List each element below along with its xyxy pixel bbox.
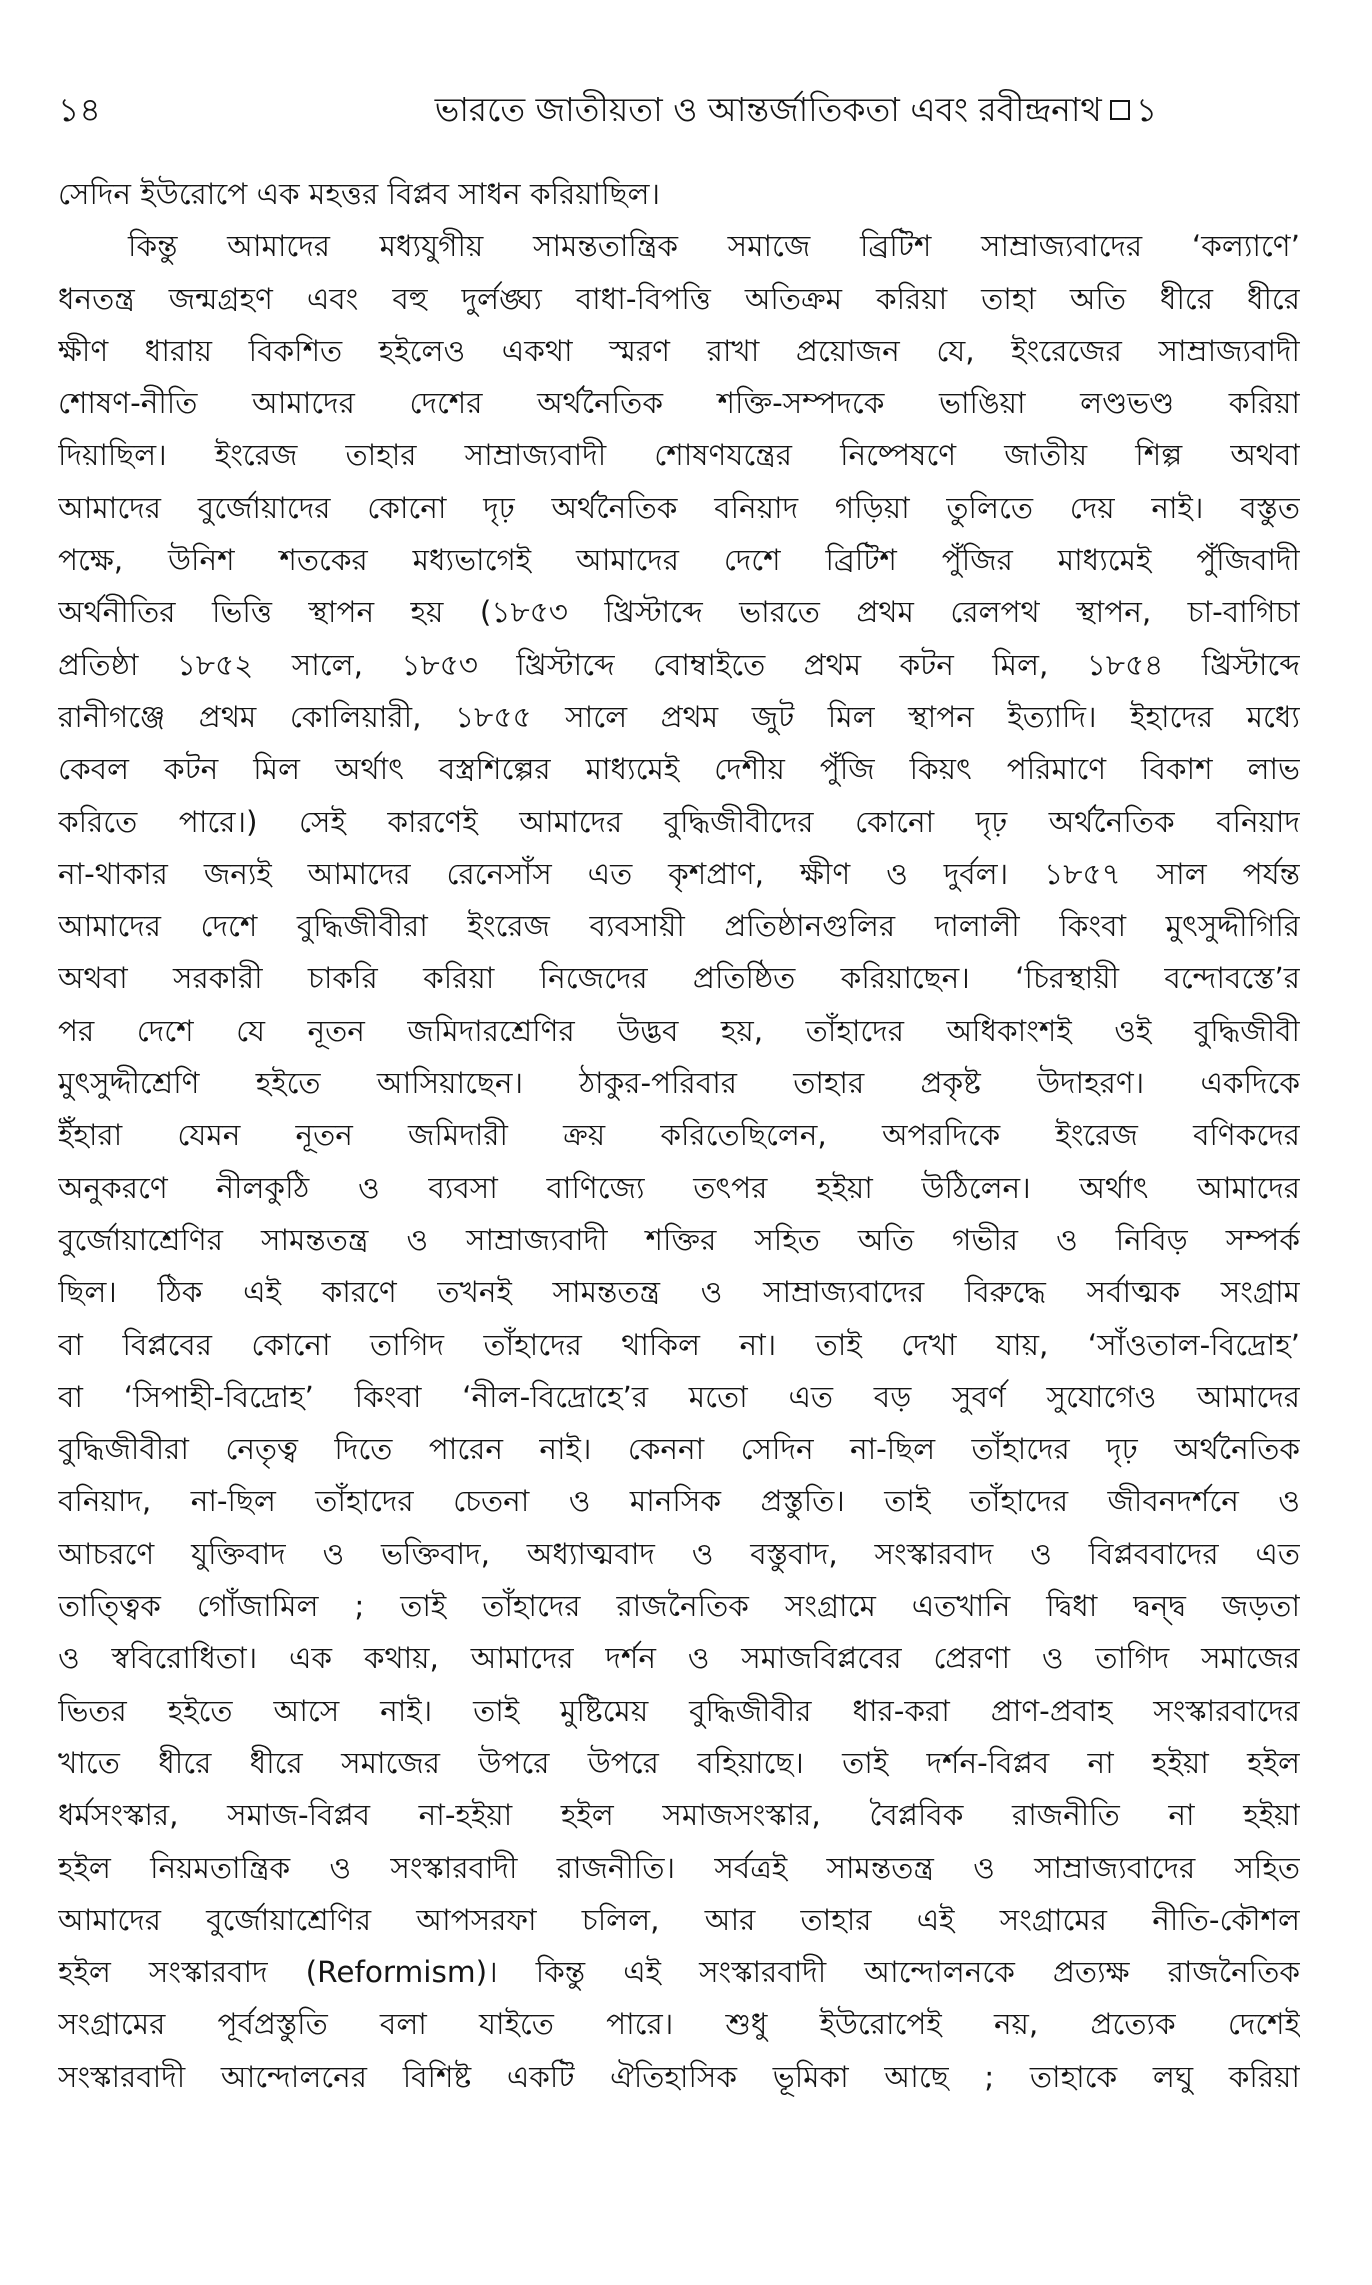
text-line: বুর্জোয়াশ্রেণির সামন্ততন্ত্র ও সাম্রাজ্যবাদী শক্তির সহিত অতি গভীর ও নিবিড় সম্পর্ক: [58, 1222, 1300, 1257]
text-line: আমাদের দেশে বুদ্ধিজীবীরা ইংরেজ ব্যবসায়ী প্রতিষ্ঠানগুলির দালালী কিংবা মুৎসুদ্দীগিরি: [58, 909, 1300, 944]
text-line: বা ‘সিপাহী-বিদ্রোহ’ কিংবা ‘নীল-বিদ্রোহে’র মতো এত বড় সুবর্ণ সুযোগেও আমাদের: [58, 1379, 1300, 1414]
text-line: রানীগঞ্জে প্রথম কোলিয়ারী, ১৮৫৫ সালে প্রথম জুট মিল স্থাপন ইত্যাদি। ইহাদের মধ্যে: [58, 699, 1300, 734]
square-bullet-icon: [1110, 100, 1130, 120]
text-line: আচরণে যুক্তিবাদ ও ভক্তিবাদ, অধ্যাত্মবাদ ও বস্তুবাদ, সংস্কারবাদ ও বিপ্লববাদের এত: [58, 1536, 1300, 1571]
running-title: [278, 80, 1314, 140]
text-line: ভিতর হইতে আসে নাই। তাই মুষ্টিমেয় বুদ্ধিজীবীর ধার-করা প্রাণ-প্রবাহ সংস্কারবাদের: [58, 1693, 1300, 1728]
text-line: ধর্মসংস্কার, সমাজ-বিপ্লব না-হইয়া হইল সমাজসংস্কার, বৈপ্লবিক রাজনীতি না হইয়া: [58, 1798, 1300, 1833]
text-line: সেদিন ইউরোপে এক মহত্তর বিপ্লব সাধন করিয়াছিল।: [58, 177, 661, 211]
text-line: আমাদের বুর্জোয়াদের কোনো দৃঢ় অর্থনৈতিক বনিয়াদ গড়িয়া তুলিতে দেয় নাই। বস্তুত: [58, 490, 1300, 525]
text-line: হইল সংস্কারবাদ (Reformism)। কিন্তু এই সংস্কারবাদী আন্দোলনকে প্রত্যক্ষ রাজনৈতিক: [58, 1955, 1300, 1990]
page-number: ১৪: [58, 90, 101, 129]
page-header: [58, 80, 1314, 140]
text-line: বনিয়াদ, না-ছিল তাঁহাদের চেতনা ও মানসিক প্রস্তুতি। তাই তাঁহাদের জীবনদর্শনে ও: [58, 1484, 1300, 1519]
text-line: ছিল। ঠিক এই কারণে তখনই সামন্ততন্ত্র ও সাম্রাজ্যবাদের বিরুদ্ধে সর্বাত্মক সংগ্রাম: [58, 1275, 1300, 1310]
text-line: বা বিপ্লবের কোনো তাগিদ তাঁহাদের থাকিল না। তাই দেখা যায়, ‘সাঁওতাল-বিদ্রোহ’: [58, 1327, 1300, 1362]
text-line: পক্ষে, উনিশ শতকের মধ্যভাগেই আমাদের দেশে ব্রিটিশ পুঁজির মাধ্যমেই পুঁজিবাদী: [58, 543, 1300, 578]
text-line: সংস্কারবাদী আন্দোলনের বিশিষ্ট একটি ঐতিহাসিক ভূমিকা আছে ; তাহাকে লঘু করিয়া: [58, 2059, 1300, 2094]
body-text: [58, 168, 1300, 2103]
text-line: কেবল কটন মিল অর্থাৎ বস্ত্রশিল্পের মাধ্যমেই দেশীয় পুঁজি কিয়ৎ পরিমাণে বিকাশ লাভ: [58, 752, 1300, 787]
text-line: প্রতিষ্ঠা ১৮৫২ সালে, ১৮৫৩ খ্রিস্টাব্দে বোম্বাইতে প্রথম কটন মিল, ১৮৫৪ খ্রিস্টাব্দে: [58, 647, 1300, 682]
text-line: অর্থনীতির ভিত্তি স্থাপন হয় (১৮৫৩ খ্রিস্টাব্দে ভারতে প্রথম রেলপথ স্থাপন, চা-বাগিচা: [58, 595, 1300, 630]
text-line: হইল নিয়মতান্ত্রিক ও সংস্কারবাদী রাজনীতি। সর্বত্রই সামন্ততন্ত্র ও সাম্রাজ্যবাদের সহিত: [58, 1850, 1300, 1885]
text-line: ইঁহারা যেমন নূতন জমিদারী ক্রয় করিতেছিলেন, অপরদিকে ইংরেজ বণিকদের: [58, 1118, 1300, 1153]
text-line: শোষণ-নীতি আমাদের দেশের অর্থনৈতিক শক্তি-সম্পদকে ভাঙিয়া লণ্ডভণ্ড করিয়া: [58, 386, 1300, 421]
text-line: মুৎসুদ্দীশ্রেণি হইতে আসিয়াছেন। ঠাকুর-পরিবার তাহার প্রকৃষ্ট উদাহরণ। একদিকে: [58, 1066, 1300, 1101]
text-line: ক্ষীণ ধারায় বিকশিত হইলেও একথা স্মরণ রাখা প্রয়োজন যে, ইংরেজের সাম্রাজ্যবাদী: [58, 333, 1300, 368]
text-line: খাতে ধীরে ধীরে সমাজের উপরে উপরে বহিয়াছে। তাই দর্শন-বিপ্লব না হইয়া হইল: [58, 1745, 1300, 1780]
text-line: তাত্ত্বিক গোঁজামিল ; তাই তাঁহাদের রাজনৈতিক সংগ্রামে এতখানি দ্বিধা দ্বন্দ্ব জড়তা: [58, 1589, 1300, 1624]
text-line: আমাদের বুর্জোয়াশ্রেণির আপসরফা চলিল, আর তাহার এই সংগ্রামের নীতি-কৌশল: [58, 1902, 1300, 1937]
text-line: বুদ্ধিজীবীরা নেতৃত্ব দিতে পারেন নাই। কেননা সেদিন না-ছিল তাঁহাদের দৃঢ় অর্থনৈতিক: [58, 1432, 1300, 1467]
text-line: সংগ্রামের পূর্বপ্রস্তুতি বলা যাইতে পারে। শুধু ইউরোপেই নয়, প্রত্যেক দেশেই: [58, 2007, 1300, 2042]
text-line: পর দেশে যে নূতন জমিদারশ্রেণির উদ্ভব হয়, তাঁহাদের অধিকাংশই ওই বুদ্ধিজীবী: [58, 1013, 1300, 1048]
text-line: ধনতন্ত্র জন্মগ্রহণ এবং বহু দুর্লঙ্ঘ্য বাধা-বিপত্তি অতিক্রম করিয়া তাহা অতি ধীরে ধীরে: [58, 281, 1300, 316]
text-line: কিন্তু আমাদের মধ্যযুগীয় সামন্ততান্ত্রিক সমাজে ব্রিটিশ সাম্রাজ্যবাদের ‘কল্যাণে’: [128, 229, 1300, 264]
text-line: দিয়াছিল। ইংরেজ তাহার সাম্রাজ্যবাদী শোষণযন্ত্রের নিষ্পেষণে জাতীয় শিল্প অথবা: [58, 438, 1300, 473]
volume-number: ১: [1135, 90, 1158, 129]
running-title-text: ভারতে জাতীয়তা ও আন্তর্জাতিকতা এবং রবীন্দ্রনাথ: [434, 90, 1102, 129]
text-line: না-থাকার জন্যই আমাদের রেনেসাঁস এত কৃশপ্রাণ, ক্ষীণ ও দুর্বল। ১৮৫৭ সাল পর্যন্ত: [58, 856, 1300, 891]
text-line: ও স্ববিরোধিতা। এক কথায়, আমাদের দর্শন ও সমাজবিপ্লবের প্রেরণা ও তাগিদ সমাজের: [58, 1641, 1300, 1676]
text-line: অনুকরণে নীলকুঠি ও ব্যবসা বাণিজ্যে তৎপর হইয়া উঠিলেন। অর্থাৎ আমাদের: [58, 1170, 1300, 1205]
text-line: অথবা সরকারী চাকরি করিয়া নিজেদের প্রতিষ্ঠিত করিয়াছেন। ‘চিরস্থায়ী বন্দোবস্তে’র: [58, 961, 1300, 996]
text-line: করিতে পারে।) সেই কারণেই আমাদের বুদ্ধিজীবীদের কোনো দৃঢ় অর্থনৈতিক বনিয়াদ: [58, 804, 1300, 839]
